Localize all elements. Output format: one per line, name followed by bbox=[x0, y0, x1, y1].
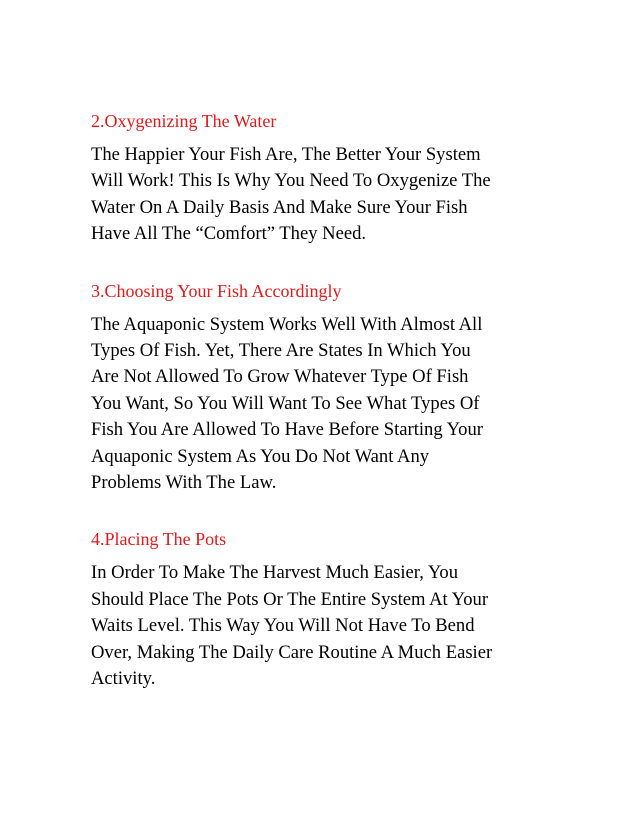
section-placing-pots bbox=[91, 526, 561, 692]
paragraph-line: The Happier Your Fish Are, The Better Your System bbox=[91, 144, 481, 165]
section-heading: 3.Choosing Your Fish Accordingly bbox=[91, 280, 342, 301]
paragraph-line: Activity. bbox=[91, 668, 156, 690]
paragraph-line: Waits Level. This Way You Will Not Have To Bend bbox=[91, 615, 475, 637]
section-heading: 4.Placing The Pots bbox=[91, 529, 227, 550]
paragraph-line: Should Place The Pots Or The Entire System At Your bbox=[91, 588, 489, 610]
paragraph-line: Are Not Allowed To Grow Whatever Type Of Fish bbox=[91, 366, 469, 388]
section-heading: 2.Oxygenizing The Water bbox=[91, 111, 277, 131]
paragraph-line: Types Of Fish. Yet, There Are States In Which You bbox=[91, 340, 471, 362]
section-oxygenizing-water bbox=[91, 108, 561, 248]
section-paragraph bbox=[91, 142, 561, 248]
paragraph-line: In Order To Make The Harvest Much Easier, You bbox=[91, 562, 458, 584]
paragraph-line: The Aquaponic System Works Well With Almost All bbox=[91, 313, 483, 335]
paragraph-line: Fish You Are Allowed To Have Before Starting Your bbox=[91, 419, 483, 441]
section-choosing-fish bbox=[91, 278, 561, 497]
paragraph-line: Aquaponic System As You Do Not Want Any bbox=[91, 445, 430, 467]
section-paragraph bbox=[91, 312, 561, 497]
paragraph-line: Will Work! This Is Why You Need To Oxygenize The bbox=[91, 170, 491, 192]
paragraph-line: Water On A Daily Basis And Make Sure Your Fish bbox=[91, 196, 468, 218]
section-paragraph bbox=[91, 560, 561, 692]
paragraph-line: You Want, So You Will Want To See What Types Of bbox=[91, 392, 480, 414]
paragraph-line: Have All The “Comfort” They Need. bbox=[91, 223, 367, 245]
paragraph-line: Over, Making The Daily Care Routine A Much Easier bbox=[91, 641, 493, 663]
document-page bbox=[91, 108, 561, 723]
paragraph-line: Problems With The Law. bbox=[91, 472, 277, 494]
